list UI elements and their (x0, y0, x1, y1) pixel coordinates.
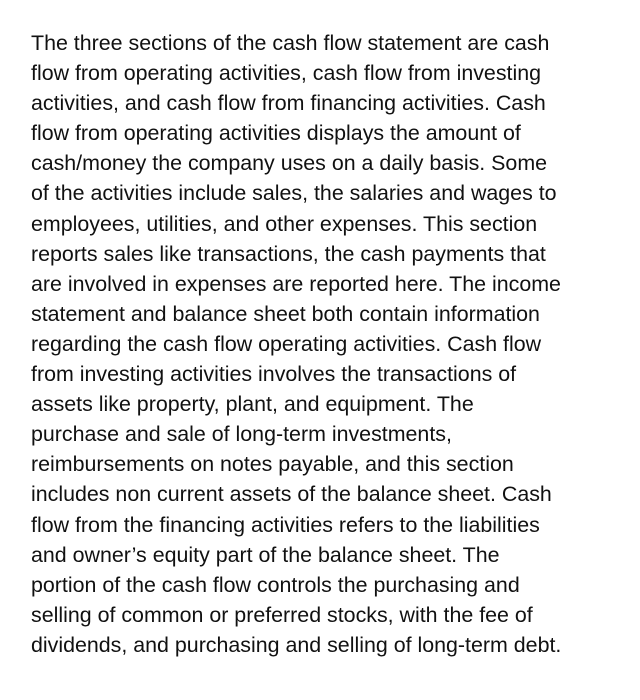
text-line: The three sections of the cash flow statement are cash (31, 31, 550, 55)
text-line: purchase and sale of long-term investments, (31, 422, 452, 447)
text-line: regarding the cash flow operating activities. Cash flow (31, 331, 542, 356)
text-line: statement and balance sheet both contain information (31, 301, 540, 326)
text-line: employees, utilities, and other expenses. This section (31, 211, 538, 236)
text-line: flow from operating activities displays the amount of (31, 121, 521, 146)
text-line: cash/money the company uses on a daily basis. Some (31, 151, 548, 176)
text-line: are involved in expenses are reported here. The income (31, 271, 561, 296)
text-line: activities, and cash flow from financing activities. Cash (31, 91, 546, 116)
text-line: of the activities include sales, the salaries and wages to (31, 181, 557, 206)
body-paragraph (31, 28, 621, 660)
text-line: from investing activities involves the transactions of (31, 362, 517, 387)
text-line: and owner’s equity part of the balance sheet. The (31, 542, 500, 567)
text-line: selling of common or preferred stocks, with the fee of (31, 602, 533, 627)
text-line: flow from operating activities, cash flow from investing (31, 61, 542, 86)
text-line: assets like property, plant, and equipment. The (31, 392, 474, 417)
text-line: reports sales like transactions, the cash payments that (31, 241, 546, 266)
text-line: reimbursements on notes payable, and this section (31, 452, 514, 477)
text-line: includes non current assets of the balance sheet. Cash (31, 482, 552, 507)
text-line: dividends, and purchasing and selling of long-term debt. (31, 632, 562, 657)
text-line: portion of the cash flow controls the purchasing and (31, 572, 520, 597)
text-line: flow from the financing activities refers to the liabilities (31, 512, 540, 537)
